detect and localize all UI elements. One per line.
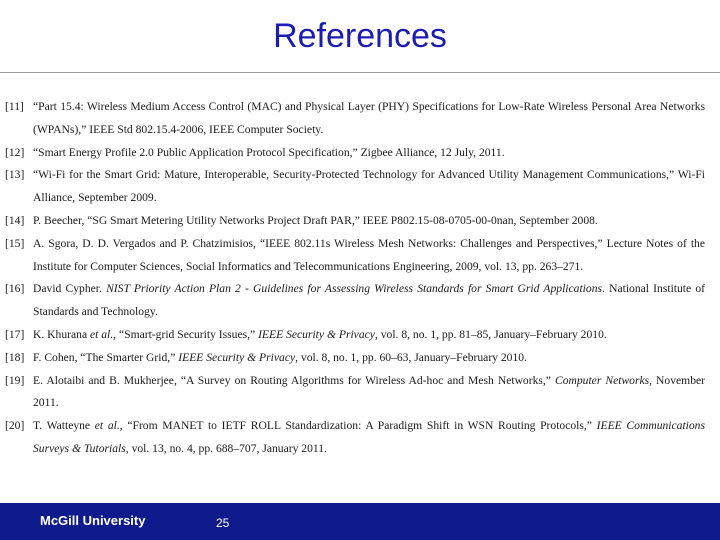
title-divider [0, 72, 720, 73]
reference-item [5, 164, 705, 210]
references-list [5, 96, 705, 461]
reference-segment: , vol. 13, no. 4, pp. 688–707, January 2011. [125, 441, 327, 455]
reference-segment: “Part 15.4: Wireless Medium Access Control (MAC) and Physical Layer (PHY) Specifications for Low-Rate Wireless Personal Area Networks (WPANs),” IEEE Std 802.15.4-2006, IEEE Computer Society. [33, 100, 705, 136]
reference-segment: David Cypher. [33, 282, 107, 296]
reference-number: [18] [5, 350, 25, 364]
reference-segment: T. Watteyne [33, 419, 95, 433]
reference-text [33, 142, 705, 165]
reference-text [33, 278, 705, 324]
reference-segment: “Smart Energy Profile 2.0 Public Application Protocol Specification,” Zigbee Alliance, 12 July, 2011. [33, 145, 505, 159]
reference-text [33, 347, 705, 370]
reference-text [33, 415, 705, 461]
reference-segment: . National Institute of Standards and Technology. [33, 282, 705, 319]
reference-item [5, 210, 705, 233]
reference-italic-segment: et al. [94, 419, 120, 433]
reference-number: [11] [5, 100, 24, 113]
reference-number: [12] [5, 145, 25, 159]
reference-item [5, 96, 705, 142]
reference-segment: , vol. 8, no. 1, pp. 60–63, January–February 2010. [295, 350, 527, 364]
reference-number: [20] [5, 419, 25, 433]
reference-number: [16] [5, 282, 25, 296]
reference-segment: , November 2011. [33, 373, 705, 410]
reference-item [5, 278, 705, 324]
reference-item [5, 415, 705, 461]
reference-segment: A. Sgora, D. D. Vergados and P. Chatzimisios, “IEEE 802.11s Wireless Mesh Networks: Challenges and Perspectives,” Lecture Notes of the Institute for Computer Sciences, Social Informatics and Telecommunications Engineering, 2009, vol. 13, pp. 263–271. [33, 236, 705, 273]
reference-segment: , “From MANET to IETF ROLL Standardization: A Paradigm Shift in WSN Routing Protocols,” [119, 419, 597, 433]
reference-segment: P. Beecher, “SG Smart Metering Utility Networks Project Draft PAR,” IEEE P802.15-08-0705-00-0nan, September 2008. [33, 213, 598, 227]
reference-number: [14] [5, 213, 25, 227]
reference-text [33, 233, 705, 279]
reference-number: [15] [5, 236, 25, 250]
reference-italic-segment: IEEE Communications Surveys & Tutorials [33, 419, 705, 455]
reference-segment: , vol. 8, no. 1, pp. 81–85, January–February 2010. [374, 327, 607, 341]
reference-item [5, 324, 705, 347]
reference-segment: , “Smart-grid Security Issues,” [113, 327, 259, 341]
reference-italic-segment: et al. [89, 327, 114, 341]
reference-text [33, 370, 705, 416]
reference-segment: F. Cohen, “The Smarter Grid,” [33, 350, 179, 364]
reference-italic-segment: Computer Networks [554, 373, 650, 387]
reference-text [33, 164, 705, 210]
reference-text [33, 96, 705, 142]
slide-title: References [273, 17, 447, 55]
reference-italic-segment: NIST Priority Action Plan 2 - Guidelines for Assessing Wireless Standards for Smart Grid Applications [106, 282, 603, 296]
reference-item [5, 347, 705, 370]
reference-text [33, 210, 705, 233]
footer-bar [0, 503, 720, 540]
footer-organization: McGill University [40, 513, 146, 528]
reference-item [5, 370, 705, 416]
reference-italic-segment: IEEE Security & Privacy [178, 350, 296, 364]
reference-segment: “Wi-Fi for the Smart Grid: Mature, Interoperable, Security-Protected Technology for Advanced Utility Management Communications,” Wi-Fi Alliance, September 2009. [33, 168, 705, 205]
reference-number: [13] [5, 168, 25, 182]
page-number: 25 [216, 516, 230, 530]
reference-italic-segment: IEEE Security & Privacy [258, 327, 375, 341]
reference-text [33, 324, 705, 347]
reference-item [5, 142, 705, 165]
reference-number: [19] [5, 373, 25, 387]
reference-item [5, 233, 705, 279]
reference-segment: E. Alotaibi and B. Mukherjee, “A Survey on Routing Algorithms for Wireless Ad-hoc and Mesh Networks,” [33, 373, 555, 387]
reference-number: [17] [5, 327, 25, 341]
reference-segment: K. Khurana [33, 327, 90, 341]
